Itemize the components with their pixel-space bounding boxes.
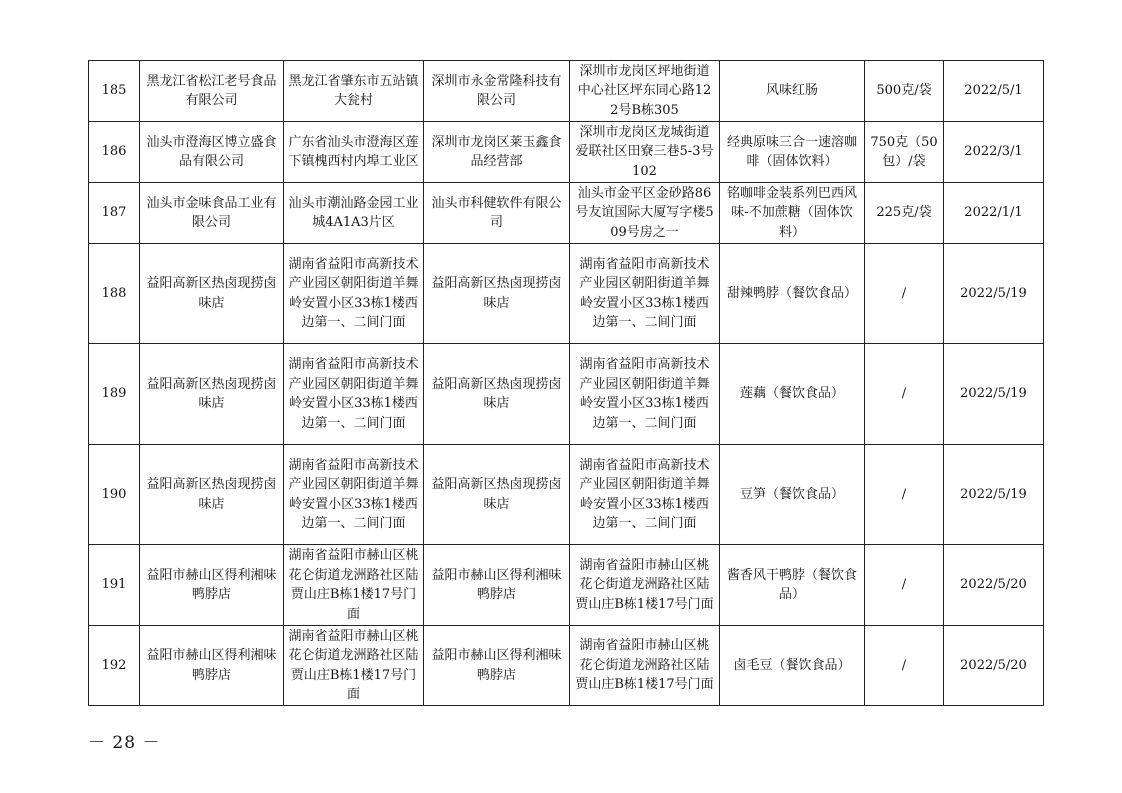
seller-address-cell: 湖南省益阳市高新技术产业园区朝阳街道羊舞岭安置小区33栋1楼西边第一、二间门面	[570, 344, 720, 445]
producer-address-cell: 湖南省益阳市高新技术产业园区朝阳街道羊舞岭安置小区33栋1楼西边第一、二间门面	[284, 445, 424, 545]
product-name-cell: 甜辣鸭脖（餐饮食品）	[720, 244, 865, 344]
specification-cell: /	[865, 545, 944, 626]
table-row	[89, 545, 1044, 626]
product-name-cell: 风味红肠	[720, 61, 865, 122]
seller-name-cell: 益阳市赫山区得利湘味鸭脖店	[424, 545, 570, 626]
table-row	[89, 445, 1044, 545]
producer-address-cell: 汕头市潮汕路金园工业城4A1A3片区	[284, 183, 424, 244]
table-row	[89, 61, 1044, 122]
producer-name-cell: 益阳高新区热卤现捞卤味店	[140, 244, 284, 344]
producer-address-cell: 广东省汕头市澄海区莲下镇槐西村内埠工业区	[284, 122, 424, 183]
producer-name-cell: 益阳市赫山区得利湘味鸭脖店	[140, 545, 284, 626]
sampling-results-table	[88, 60, 1044, 706]
seller-name-cell: 益阳市赫山区得利湘味鸭脖店	[424, 626, 570, 706]
specification-cell: 225克/袋	[865, 183, 944, 244]
producer-address-cell: 湖南省益阳市赫山区桃花仑街道龙洲路社区陆贾山庄B栋1楼17号门面	[284, 626, 424, 706]
production-date-cell: 2022/5/1	[944, 61, 1044, 122]
producer-name-cell: 汕头市澄海区博立盛食品有限公司	[140, 122, 284, 183]
specification-cell: 750克（50包）/袋	[865, 122, 944, 183]
row-number-cell: 190	[89, 445, 140, 545]
row-number-cell: 188	[89, 244, 140, 344]
row-number-cell: 189	[89, 344, 140, 445]
producer-name-cell: 益阳市赫山区得利湘味鸭脖店	[140, 626, 284, 706]
seller-name-cell: 汕头市科健软件有限公司	[424, 183, 570, 244]
table-row	[89, 183, 1044, 244]
page-number: － 28 －	[88, 733, 161, 753]
table-row	[89, 344, 1044, 445]
producer-address-cell: 湖南省益阳市赫山区桃花仑街道龙洲路社区陆贾山庄B栋1楼17号门面	[284, 545, 424, 626]
product-name-cell: 铭咖啡金装系列巴西风味-不加蔗糖（固体饮料）	[720, 183, 865, 244]
table-row	[89, 244, 1044, 344]
seller-address-cell: 深圳市龙岗区龙城街道爱联社区田寮三巷5-3号102	[570, 122, 720, 183]
table-row	[89, 626, 1044, 706]
producer-name-cell: 黑龙江省松江老号食品有限公司	[140, 61, 284, 122]
row-number-cell: 186	[89, 122, 140, 183]
seller-name-cell: 益阳高新区热卤现捞卤味店	[424, 244, 570, 344]
table-row	[89, 122, 1044, 183]
production-date-cell: 2022/5/20	[944, 545, 1044, 626]
producer-address-cell: 湖南省益阳市高新技术产业园区朝阳街道羊舞岭安置小区33栋1楼西边第一、二间门面	[284, 344, 424, 445]
specification-cell: /	[865, 244, 944, 344]
specification-cell: /	[865, 344, 944, 445]
seller-address-cell: 湖南省益阳市赫山区桃花仑街道龙洲路社区陆贾山庄B栋1楼17号门面	[570, 626, 720, 706]
product-name-cell: 经典原味三合一速溶咖啡（固体饮料）	[720, 122, 865, 183]
seller-address-cell: 汕头市金平区金砂路86号友谊国际大厦写字楼509号房之一	[570, 183, 720, 244]
table-body	[89, 61, 1044, 706]
specification-cell: /	[865, 626, 944, 706]
specification-cell: 500克/袋	[865, 61, 944, 122]
producer-address-cell: 湖南省益阳市高新技术产业园区朝阳街道羊舞岭安置小区33栋1楼西边第一、二间门面	[284, 244, 424, 344]
production-date-cell: 2022/5/20	[944, 626, 1044, 706]
seller-address-cell: 湖南省益阳市高新技术产业园区朝阳街道羊舞岭安置小区33栋1楼西边第一、二间门面	[570, 244, 720, 344]
seller-name-cell: 深圳市龙岗区莱玉鑫食品经营部	[424, 122, 570, 183]
product-name-cell: 莲藕（餐饮食品）	[720, 344, 865, 445]
row-number-cell: 187	[89, 183, 140, 244]
seller-address-cell: 湖南省益阳市高新技术产业园区朝阳街道羊舞岭安置小区33栋1楼西边第一、二间门面	[570, 445, 720, 545]
seller-name-cell: 益阳高新区热卤现捞卤味店	[424, 445, 570, 545]
production-date-cell: 2022/5/19	[944, 344, 1044, 445]
seller-address-cell: 湖南省益阳市赫山区桃花仑街道龙洲路社区陆贾山庄B栋1楼17号门面	[570, 545, 720, 626]
producer-name-cell: 益阳高新区热卤现捞卤味店	[140, 344, 284, 445]
seller-address-cell: 深圳市龙岗区坪地街道中心社区坪东同心路122号B栋305	[570, 61, 720, 122]
seller-name-cell: 益阳高新区热卤现捞卤味店	[424, 344, 570, 445]
product-name-cell: 卤毛豆（餐饮食品）	[720, 626, 865, 706]
row-number-cell: 191	[89, 545, 140, 626]
producer-name-cell: 益阳高新区热卤现捞卤味店	[140, 445, 284, 545]
producer-name-cell: 汕头市金味食品工业有限公司	[140, 183, 284, 244]
specification-cell: /	[865, 445, 944, 545]
product-name-cell: 豆笋（餐饮食品）	[720, 445, 865, 545]
product-name-cell: 酱香风干鸭脖（餐饮食品）	[720, 545, 865, 626]
seller-name-cell: 深圳市永金常隆科技有限公司	[424, 61, 570, 122]
production-date-cell: 2022/5/19	[944, 445, 1044, 545]
production-date-cell: 2022/3/1	[944, 122, 1044, 183]
row-number-cell: 192	[89, 626, 140, 706]
producer-address-cell: 黑龙江省肇东市五站镇大瓮村	[284, 61, 424, 122]
row-number-cell: 185	[89, 61, 140, 122]
production-date-cell: 2022/1/1	[944, 183, 1044, 244]
production-date-cell: 2022/5/19	[944, 244, 1044, 344]
